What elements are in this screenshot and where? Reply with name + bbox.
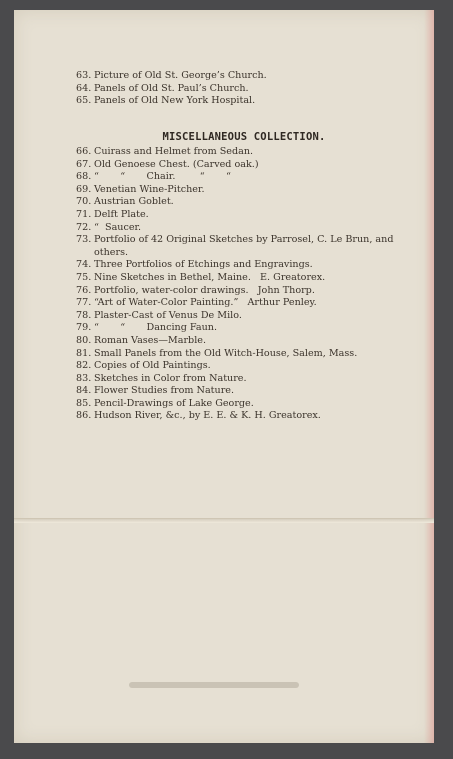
list-item: 83. Sketches in Color from Nature. <box>76 372 247 384</box>
list-item: 65. Panels of Old New York Hospital. <box>76 95 256 107</box>
list-item: 72. “ Saucer. <box>76 221 142 233</box>
list-item: 76. Portfolio, water-color drawings. John Thorp. <box>76 284 315 296</box>
list-item: 85. Pencil-Drawings of Lake George. <box>76 397 254 409</box>
list-item-continuation: others. <box>94 246 129 258</box>
misc-list <box>76 146 428 423</box>
list-item: 74. Three Portfolios of Etchings and Engravings. <box>76 259 313 271</box>
document-content <box>14 10 434 743</box>
list-item: 77. “Art of Water-Color Painting.” Arthur Penley. <box>76 297 317 309</box>
list-item: 86. Hudson River, &c., by E. E. & K. H. Greatorex. <box>76 410 321 422</box>
list-item: 75. Nine Sketches in Bethel, Maine. E. Greatorex. <box>76 271 326 283</box>
list-item: 80. Roman Vases—Marble. <box>76 334 206 346</box>
list-item: 71. Delft Plate. <box>76 208 149 220</box>
list-item: 70. Austrian Goblet. <box>76 196 174 208</box>
list-item: 67. Old Genoese Chest. (Carved oak.) <box>76 158 259 170</box>
list-item: 78. Plaster-Cast of Venus De Milo. <box>76 309 242 321</box>
list-item: 82. Copies of Old Paintings. <box>76 360 211 372</box>
list-item: 68. “ “ Chair. “ “ <box>76 171 231 183</box>
list-item: 84. Flower Studies from Nature. <box>76 385 235 397</box>
document-page <box>14 10 434 743</box>
section-heading: MISCELLANEOUS COLLECTION. <box>162 131 326 143</box>
list-item: 73. Portfolio of 42 Original Sketches by Parrosel, C. Le Brun, and <box>76 234 394 246</box>
list-item: 63. Picture of Old St. George’s Church. <box>76 70 267 81</box>
list-item: 66. Cuirass and Helmet from Sedan. <box>76 146 254 157</box>
top-list <box>76 70 267 108</box>
list-item: 81. Small Panels from the Old Witch-House, Salem, Mass. <box>76 347 358 359</box>
list-item: 69. Venetian Wine-Pitcher. <box>76 183 205 195</box>
list-item: 64. Panels of Old St. Paul’s Church. <box>76 82 249 94</box>
list-item: 79. “ “ Dancing Faun. <box>76 322 218 334</box>
